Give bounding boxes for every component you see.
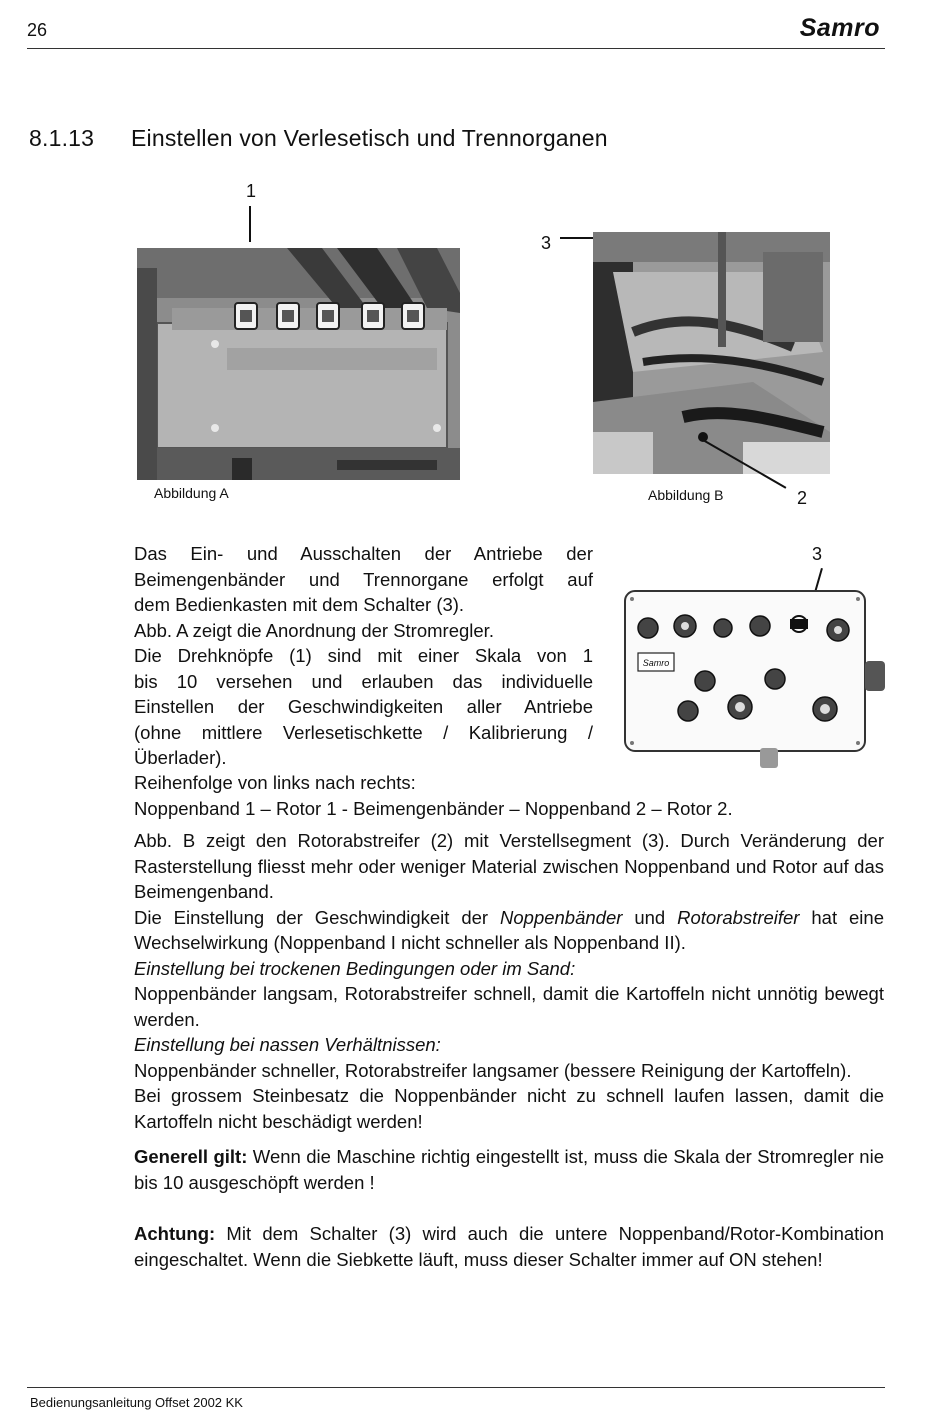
section-number: 8.1.13 — [29, 125, 95, 151]
dry-paragraph: Noppenbänder langsam, Rotorabstreifer schnell, damit die Kartoffeln nicht unnötig bewegt werden. — [134, 983, 884, 1030]
general-label: Generell gilt: — [134, 1146, 248, 1167]
intro-line: Beimengenbänder und Trennorgane erfolgt auf — [134, 568, 593, 590]
intro-line: bis 10 versehen und erlauben das individuelle — [134, 670, 593, 692]
stone-paragraph: Bei grossem Steinbesatz die Noppenbänder nicht zu schnell laufen lassen, damit die Kartoffeln nicht beschädigt werden! — [134, 1085, 884, 1132]
interaction-term-2: Rotorabstreifer — [677, 906, 800, 928]
abb-b-paragraph: Abb. B zeigt den Rotorabstreifer (2) mit Verstellsegment (3). Durch Veränderung der Rasterstellung fliesst mehr oder weniger Material zwischen Noppenband und Rotor auf das Beimengenband. — [134, 830, 884, 902]
warning-text: Mit dem Schalter (3) wird auch die untere Noppenband/Rotor-Kombination eingeschaltet. Wenn die Siebkette läuft, muss dieser Schalter immer auf ON stehen! — [134, 1223, 884, 1270]
footer-rule — [27, 1387, 885, 1388]
rotor-scraper-photo — [593, 232, 830, 474]
control-box-label: Samro — [642, 658, 670, 668]
intro-line: Die Drehknöpfe (1) sind mit einer Skala von 1 — [134, 645, 593, 666]
interaction-paragraph — [134, 905, 884, 956]
wet-heading — [134, 1032, 884, 1058]
intro-line: (ohne mittlere Verlesetischkette / Kalibrierung / — [134, 721, 593, 743]
section-title: Einstellen von Verlesetisch und Trennorganen — [131, 125, 608, 151]
general-text: Wenn die Maschine richtig eingestellt ist, muss die Skala der Stromregler nie bis 10 ausgeschöpft werden ! — [134, 1146, 884, 1193]
figure-b-photo — [593, 232, 830, 474]
general-paragraph — [134, 1144, 884, 1195]
interaction-pre: Die Einstellung der Geschwindigkeit der — [134, 906, 500, 928]
figure-a-callout-1: 1 — [246, 181, 257, 201]
wet-paragraph: Noppenbänder schneller, Rotorabstreifer langsamer (bessere Reinigung der Kartoffeln). — [134, 1059, 852, 1081]
order-heading: Reihenfolge von links nach rechts: — [134, 772, 416, 793]
intro-line: Einstellen der Geschwindigkeiten aller Antriebe — [134, 696, 593, 717]
header-rule — [27, 48, 885, 49]
section-heading — [29, 125, 608, 152]
wet-heading-text: Einstellung bei nassen Verhältnissen: — [134, 1034, 441, 1055]
figure-b-caption: Abbildung B — [648, 487, 724, 503]
figure-b-callout-3: 3 — [541, 233, 552, 253]
figure-a-callout-line — [249, 206, 251, 242]
interaction-mid: und — [622, 906, 678, 928]
order-text: Noppenband 1 – Rotor 1 - Beimengenbänder – Noppenband 2 – Rotor 2. — [134, 797, 733, 819]
warning-paragraph — [134, 1221, 884, 1272]
warning-label: Achtung: — [134, 1223, 216, 1244]
intro-line: Das Ein- und Ausschalten der Antriebe der — [134, 543, 593, 564]
intro-line: Überlader). — [134, 747, 227, 768]
interaction-post: hat eine Wechselwirkung (Noppenband I nicht schneller als Noppenband II). — [134, 906, 884, 953]
dry-heading-text: Einstellung bei trockenen Bedingungen oder im Sand: — [134, 957, 576, 979]
intro-line: Abb. A zeigt die Anordnung der Stromregler. — [134, 619, 494, 641]
page-number: 26 — [27, 20, 48, 40]
dry-heading — [134, 956, 884, 982]
footer-text: Bedienungsanleitung Offset 2002 KK — [30, 1395, 243, 1410]
figure-a-photo — [137, 248, 460, 480]
main-text — [134, 770, 884, 1272]
figure-a-caption: Abbildung A — [154, 485, 229, 501]
control-box-callout-3: 3 — [812, 544, 823, 564]
figure-b-callout-2: 2 — [797, 488, 808, 508]
brand-title: Samro — [799, 14, 880, 42]
interaction-term-1: Noppenbänder — [500, 906, 623, 928]
intro-text — [134, 541, 593, 771]
control-box-photo — [610, 583, 888, 775]
current-regulator-panel-photo — [137, 248, 460, 480]
control-box-drawing — [610, 583, 888, 775]
intro-line: dem Bedienkasten mit dem Schalter (3). — [134, 594, 465, 615]
